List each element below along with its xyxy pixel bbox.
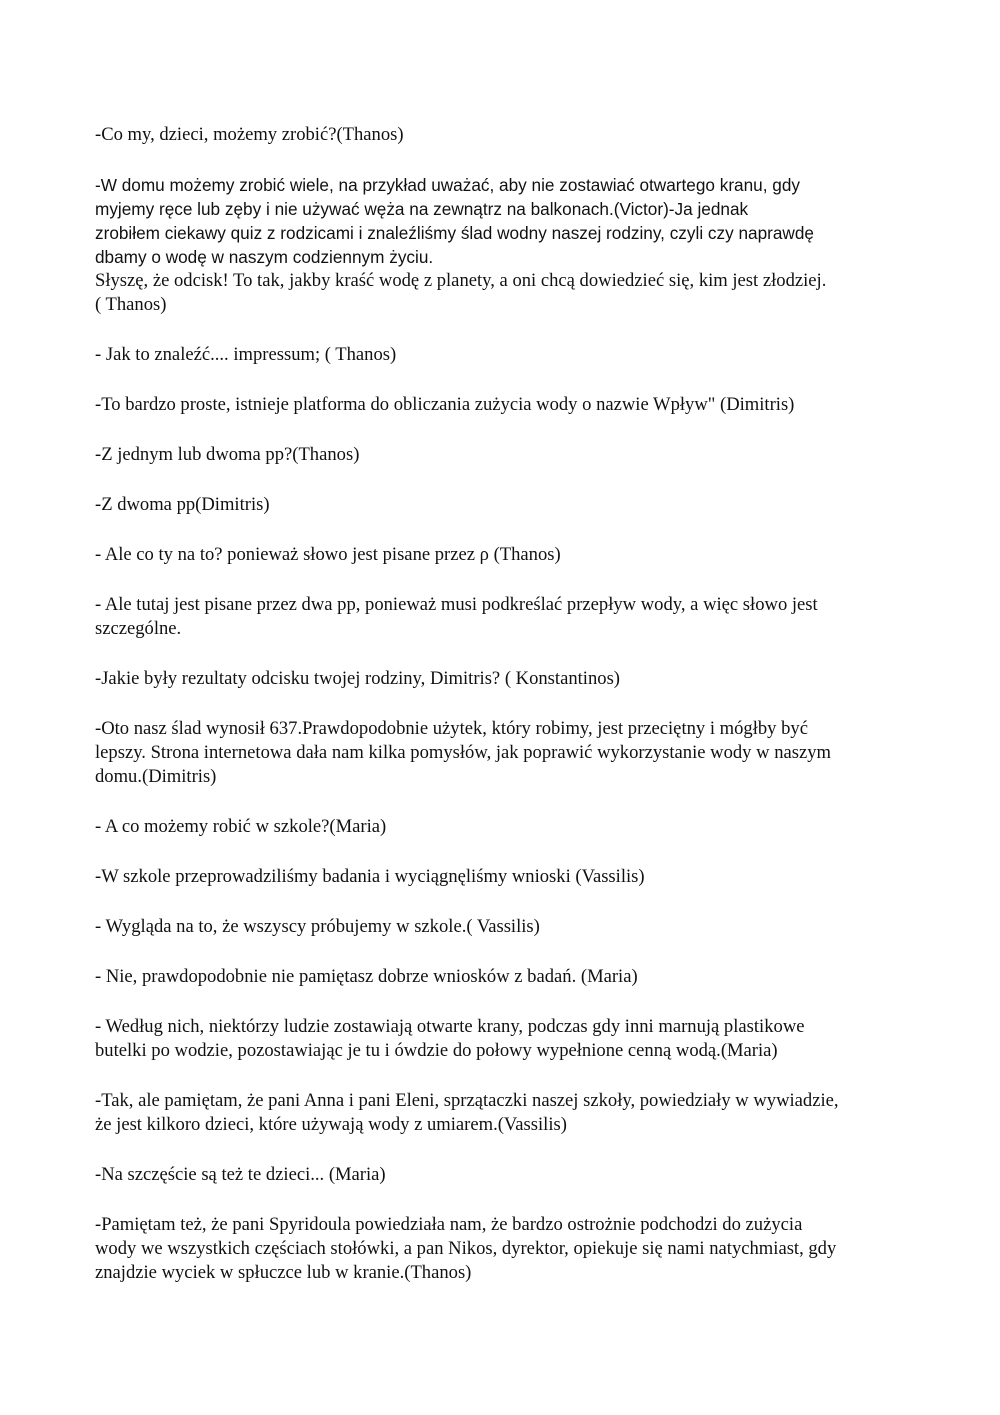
text-line: -Pamiętam też, że pani Spyridoula powiedziała nam, że bardzo ostrożnie podchodzi do zużycia [95, 1214, 803, 1235]
text-line: -Tak, ale pamiętam, że pani Anna i pani Eleni, sprzątaczki naszej szkoły, powiedziały w wywiadzie, [95, 1090, 839, 1111]
text-line: szczególne. [95, 618, 182, 639]
paragraph [95, 543, 915, 567]
paragraph [95, 1015, 915, 1063]
paragraph [95, 667, 915, 691]
paragraph [95, 493, 915, 517]
text-line: -Z jednym lub dwoma pp?(Thanos) [95, 444, 360, 465]
text-line: myjemy ręce lub zęby i nie używać węża na zewnątrz na balkonach.(Victor)-Ja jednak [95, 199, 749, 219]
paragraph [95, 593, 915, 641]
paragraph [95, 965, 915, 989]
text-line: -Na szczęście są też te dzieci... (Maria) [95, 1164, 386, 1185]
text-line: - Według nich, niektórzy ludzie zostawiają otwarte krany, podczas gdy inni marnują plastikowe [95, 1016, 805, 1037]
paragraph [95, 173, 915, 269]
text-line: - Wygląda na to, że wszyscy próbujemy w szkole.( Vassilis) [95, 916, 540, 937]
text-line: dbamy o wodę w naszym codziennym życiu. [95, 247, 434, 267]
paragraph [95, 915, 915, 939]
text-line: - Nie, prawdopodobnie nie pamiętasz dobrze wniosków z badań. (Maria) [95, 966, 638, 987]
text-line: lepszy. Strona internetowa dała nam kilka pomysłów, jak poprawić wykorzystanie wody w naszym [95, 742, 831, 763]
paragraph [95, 717, 915, 789]
text-line: -Z dwoma pp(Dimitris) [95, 494, 270, 515]
text-line: -To bardzo proste, istnieje platforma do obliczania zużycia wody o nazwie Wpływ" (Dimitris) [95, 394, 795, 415]
paragraph [95, 815, 915, 839]
text-line: że jest kilkoro dzieci, które używają wody z umiarem.(Vassilis) [95, 1114, 567, 1135]
paragraph [95, 1089, 915, 1137]
text-line: butelki po wodzie, pozostawiając je tu i ówdzie do połowy wypełnione cenną wodą.(Maria) [95, 1040, 778, 1061]
paragraph [95, 1163, 915, 1187]
text-line: -Jakie były rezultaty odcisku twojej rodziny, Dimitris? ( Konstantinos) [95, 668, 620, 689]
text-line: -W domu możemy zrobić wiele, na przykład uważać, aby nie zostawiać otwartego kranu, gdy [95, 175, 800, 195]
text-line: -Oto nasz ślad wynosił 637.Prawdopodobnie użytek, który robimy, jest przeciętny i mógłby być [95, 718, 808, 739]
text-line: - Ale tutaj jest pisane przez dwa pp, ponieważ musi podkreślać przepływ wody, a więc słowo jest [95, 594, 818, 615]
text-line: domu.(Dimitris) [95, 766, 217, 787]
text-line: zrobiłem ciekawy quiz z rodzicami i znaleźliśmy ślad wodny naszej rodziny, czyli czy naprawdę [95, 223, 814, 243]
paragraph [95, 393, 915, 417]
paragraph [95, 269, 915, 317]
paragraph [95, 343, 915, 367]
text-line: znajdzie wyciek w spłuczce lub w kranie.(Thanos) [95, 1262, 472, 1283]
text-line: -Co my, dzieci, możemy zrobić?(Thanos) [95, 124, 404, 145]
paragraph [95, 1213, 915, 1285]
paragraph [95, 123, 915, 147]
paragraph [95, 865, 915, 889]
text-line: - Jak to znaleźć.... impressum; ( Thanos) [95, 344, 397, 365]
text-line: -W szkole przeprowadziliśmy badania i wyciągnęliśmy wnioski (Vassilis) [95, 866, 645, 887]
text-line: ( Thanos) [95, 294, 167, 315]
text-line: - Ale co ty na to? ponieważ słowo jest pisane przez ρ (Thanos) [95, 544, 561, 565]
text-line: wody we wszystkich częściach stołówki, a pan Nikos, dyrektor, opiekuje się nami natychmiast, gdy [95, 1238, 837, 1259]
text-line: - A co możemy robić w szkole?(Maria) [95, 816, 387, 837]
text-line: Słyszę, że odcisk! To tak, jakby kraść wodę z planety, a oni chcą dowiedzieć się, kim jest złodziej. [95, 270, 827, 291]
document-page [95, 123, 915, 1311]
paragraph [95, 443, 915, 467]
